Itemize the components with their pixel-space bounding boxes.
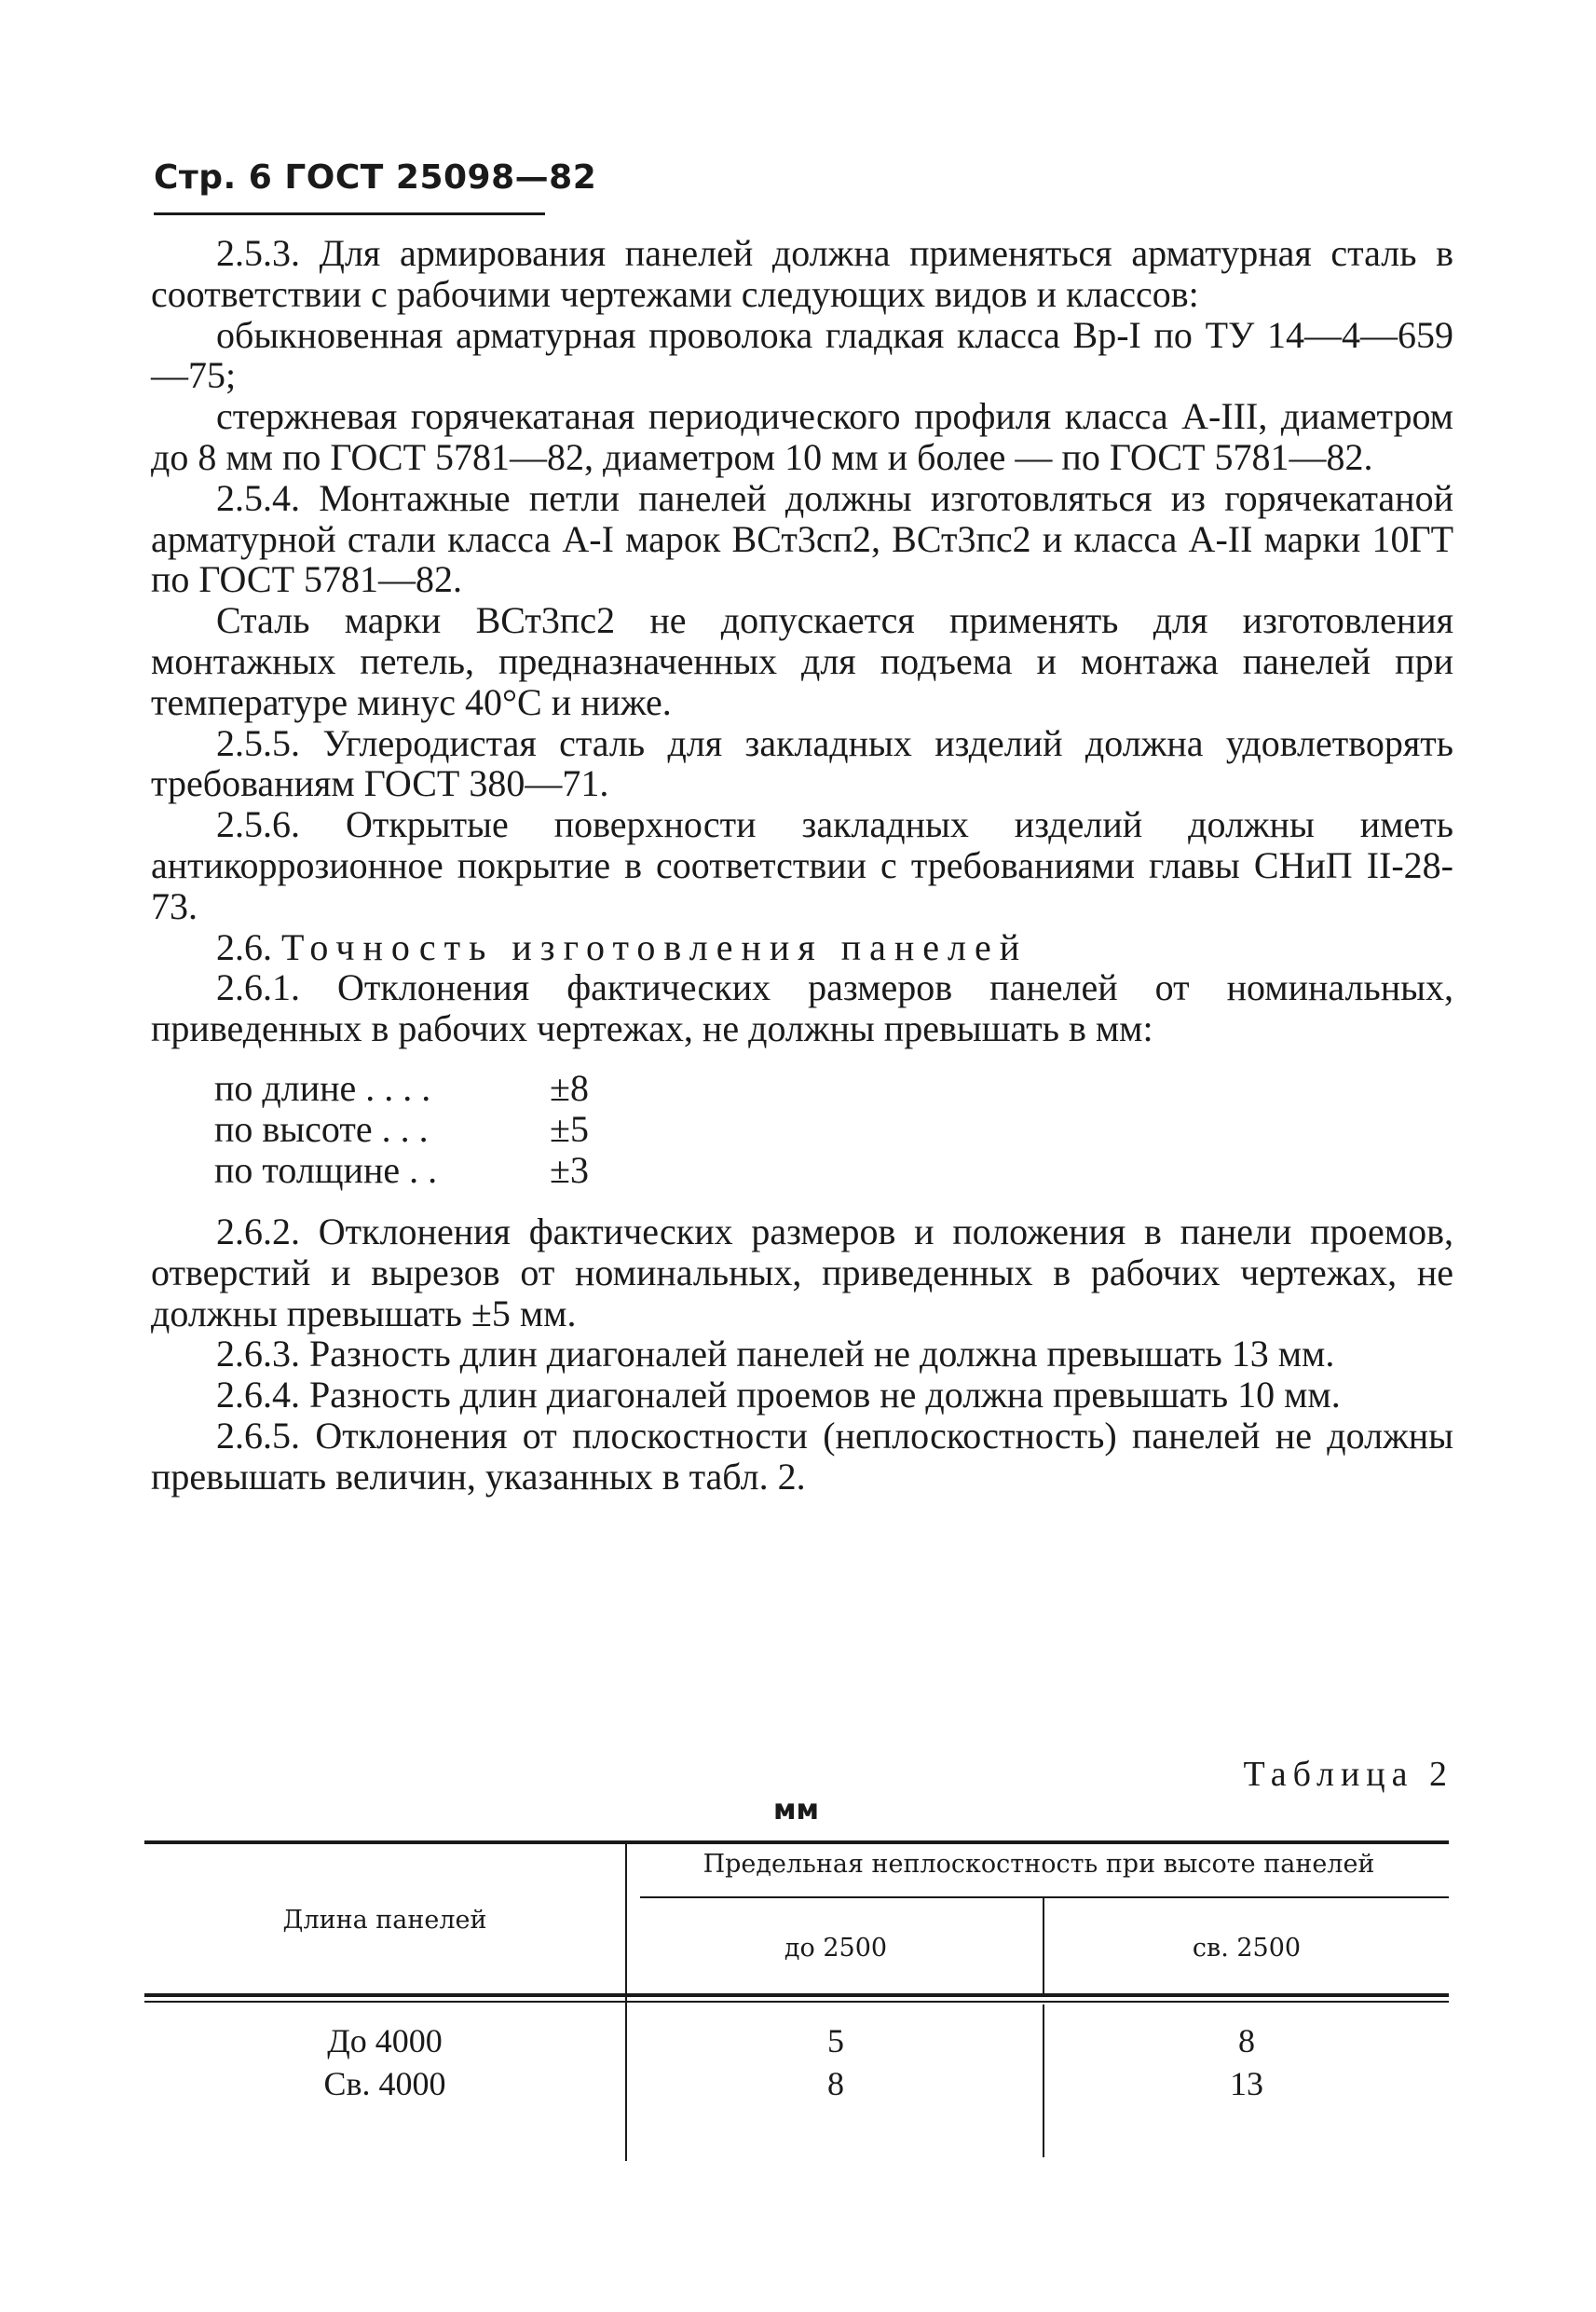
table-top-rule — [144, 1840, 1449, 1844]
tolerance-value: ±5 — [550, 1107, 589, 1150]
paragraph-2-6-1: 2.6.1. Отклонения фактических размеров панелей от номинальных, приведенных в рабочих чертежах, не должны превышать в мм: — [151, 966, 1453, 1050]
tolerance-value: ±3 — [550, 1148, 589, 1191]
paragraph-2-5-6: 2.5.6. Открытые поверхности закладных изделий должны иметь антикоррозионное покрытие в соответствии с требованиями главы СНиП II-28-73. — [151, 803, 1453, 927]
header-rule — [154, 212, 545, 215]
tolerance-label: по длине . . . . — [214, 1066, 431, 1109]
paragraph-2-5-3: 2.5.3. Для армирования панелей должна применяться арматурная сталь в соответствии с рабочими чертежами следующих видов и классов: — [151, 232, 1453, 315]
paragraph-wire: обыкновенная арматурная проволока гладкая класса Bp-I по ТУ 14—4—659—75; — [151, 313, 1453, 397]
column-divider — [625, 1844, 627, 2161]
row-label: До 4000 — [327, 2022, 443, 2059]
paragraph-2-6-3: 2.6.3. Разность длин диагоналей панелей не должна превышать 13 мм. — [216, 1333, 1335, 1375]
section-title: Точность изготовления панелей — [281, 925, 1029, 968]
tolerance-label: по толщине . . — [214, 1148, 438, 1191]
paragraph-steel-grade: Сталь марки ВСт3пс2 не допускается применять для изготовления монтажных петель, предназначенных для подъема и монтажа панелей при температуре минус 40°С и ниже. — [151, 599, 1453, 723]
tolerance-row — [214, 1150, 1453, 1191]
header-col-1: до 2500 — [784, 1934, 888, 1963]
tolerance-list — [214, 1068, 1453, 1191]
paragraph-rod: стержневая горячекатаная периодического профиля класса A-III, диаметром до 8 мм по ГОСТ 5781—82, диаметром 10 мм и более — по ГОСТ 5781—82. — [151, 395, 1453, 478]
row-label: Св. 4000 — [323, 2065, 446, 2102]
tolerance-row — [214, 1109, 1453, 1150]
table-cell: 8 — [1238, 2022, 1255, 2059]
header-bottom-rule-2 — [144, 2001, 1449, 2003]
paragraph-2-6-2: 2.6.2. Отклонения фактических размеров и положения в панели проемов, отверстий и вырезов от номинальных, приведенных в рабочих чертежах, не должны превышать ±5 мм. — [151, 1210, 1453, 1334]
table-unit: мм — [773, 1794, 820, 1826]
tolerance-label: по высоте . . . — [214, 1107, 429, 1150]
page-header: Стр. 6 ГОСТ 25098—82 — [154, 158, 597, 197]
section-number: 2.6. — [216, 925, 272, 968]
table-cell: 5 — [827, 2022, 844, 2059]
table-title: Таблица 2 — [1243, 1755, 1453, 1794]
header-col-2: св. 2500 — [1192, 1934, 1302, 1963]
data-table — [144, 1840, 1449, 2157]
paragraph-2-5-5: 2.5.5. Углеродистая сталь для закладных изделий должна удовлетворять требованиям ГОСТ 380—71. — [151, 721, 1453, 805]
tolerance-value: ±8 — [550, 1066, 589, 1109]
table-cell: 13 — [1230, 2065, 1263, 2102]
header-group: Предельная неплоскостность при высоте панелей — [703, 1850, 1375, 1879]
table-cell: 8 — [827, 2065, 844, 2102]
section-heading — [151, 927, 1453, 968]
document-body — [151, 233, 1453, 1498]
header-length: Длина панелей — [282, 1906, 487, 1935]
group-header-rule — [640, 1896, 1449, 1898]
paragraph-2-5-4: 2.5.4. Монтажные петли панелей должны изготовляться из горячекатаной арматурной стали класса A-I марок ВСт3сп2, ВСт3пс2 и класса A-II марки 10ГТ по ГОСТ 5781—82. — [151, 476, 1453, 601]
paragraph-2-6-4: 2.6.4. Разность длин диагоналей проемов не должна превышать 10 мм. — [216, 1374, 1341, 1416]
header-bottom-rule — [144, 1993, 1449, 1997]
paragraph-2-6-5: 2.6.5. Отклонения от плоскостности (неплоскостность) панелей не должны превышать величин, указанных в табл. 2. — [151, 1414, 1453, 1498]
tolerance-row — [214, 1068, 1453, 1109]
